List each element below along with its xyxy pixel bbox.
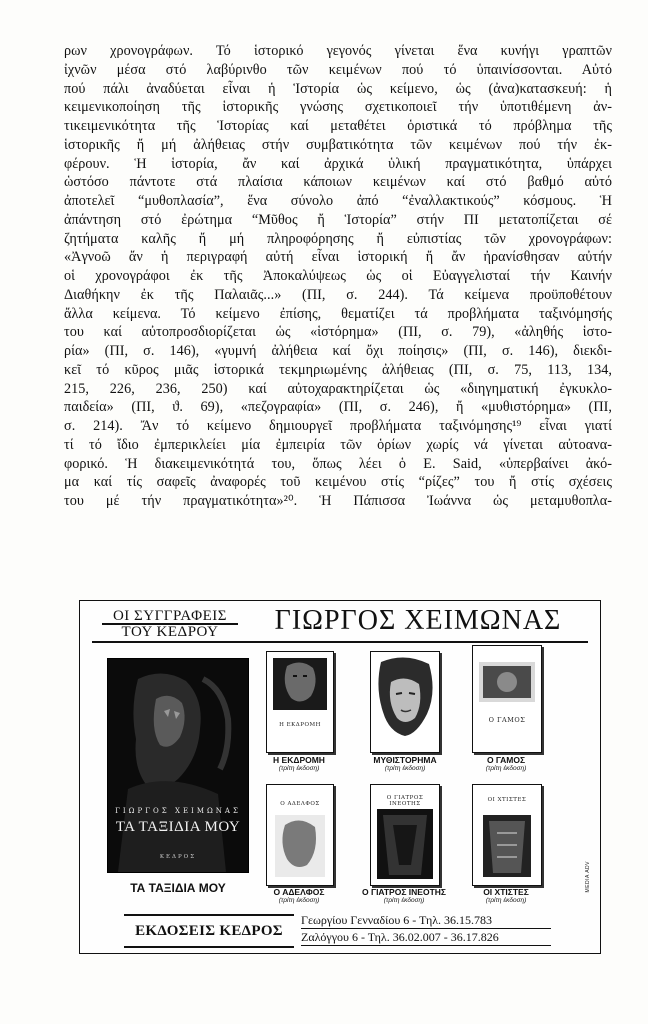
text-line: ἄλλα κείμενα. Τό κείμενο ἐπίσης, θεματίζει τά προβλήματα ταξινόμησής	[64, 305, 612, 322]
publisher-name: ΕΚΔΟΣΕΙΣ ΚΕΔΡΟΣ	[135, 922, 283, 939]
featured-cover-title: ΤΑ ΤΑΞΙΔΙΑ ΜΟΥ	[115, 819, 241, 835]
text-line: φορικό. Ἡ διακειμενικότητά του, ὅπως λέει ὁ E. Said, «ὑπερβαίνει ἀκό-	[64, 455, 612, 472]
text-line: τικειμενικότητα τῆς Ἱστορίας καί μεταθέτει ὁριστικά τό πρόβλημα τῆς	[64, 118, 612, 134]
text-line: ἀπάντηση στό ἐρώτημα “Μῦθος ἤ Ἱστορία” στήν ΠΙ μετατοπίζεται σέ	[64, 211, 612, 228]
book-title: Ο ΓΑΜΟΣ	[486, 755, 526, 765]
text-line: ρων χρονογράφων. Τό ἱστορικό γεγονός γίνεται ἕνα κυνήγι γραπτῶν	[64, 43, 612, 59]
text-line: τί τό ἴδιο ἐμπερικλείει μία ἐμπειρία τῶν ὁρίων χωρίς νά γίνεται αὐτοανα-	[64, 436, 612, 453]
book-cover-text: Ο ΑΔΕΛΦΟΣ	[280, 801, 320, 807]
book-edition: (τρίτη έκδοση)	[485, 765, 527, 772]
book-edition: (τρίτη έκδοση)	[485, 897, 527, 904]
book-title: ΟΙ ΧΤΙΣΤΕΣ	[483, 887, 529, 897]
text-line: κεῖ τό κῦρος μιᾶς ἱστορικά τεκμηριωμένης ἀλήθειας (ΠΙ, σ. 75, 113, 134,	[64, 361, 612, 378]
advertisement	[79, 600, 601, 954]
text-line: φέρουν. Ἡ ἱστορία, ἄν καί ἀρχικά ὑλική πραγματικότητα, ὑπάρχει	[64, 155, 612, 172]
book-edition: (τρίτη έκδοση)	[278, 765, 320, 772]
book-cover-adelfos	[266, 784, 334, 886]
agency-mark: MEDIA ADV	[585, 861, 591, 893]
featured-book-cover	[107, 658, 249, 873]
text-line: πού πάλι ἀναδύεται εἶναι ἡ Ἱστορία ὡς κείμενο, ὡς (ἀνα)κατασκευή: ἡ	[64, 80, 612, 97]
series-line-2: ΤΟΥ ΚΕΔΡΟΥ	[102, 624, 238, 639]
text-line: ἰχνῶν μέσα στό λαβύρινθο τῶν κειμένων πού τό ὑπαινίσσονται. Αὐτό	[64, 61, 612, 78]
address-line-1: Γεωργίου Γενναδίου 6 - Τηλ. 36.15.783	[301, 912, 551, 929]
book-cover-text: Ο ΓΙΑΤΡΟΣ ΙΝΕΟΤΗΣ	[386, 795, 424, 807]
text-line: του μέ τήν πραγματικότητα»²⁰. Ἡ Πάπισσα Ἰωάννα ὡς μεταμυθοπλα-	[64, 493, 612, 509]
book-cover-art	[267, 785, 333, 885]
book-edition: (τρίτη έκδοση)	[278, 897, 320, 904]
publisher-footer	[80, 905, 600, 953]
text-line: ζητήματα καλῆς ἤ μή πληροφόρησης ἤ εὐπιστίας τῶν χρονογράφων:	[64, 230, 612, 247]
text-line: Διαθήκην ἐκ τῆς Παλαιᾶς...» (ΠΙ, σ. 244). Τά κείμενα προϋποθέτουν	[64, 286, 612, 303]
author-name: ΓΙΩΡΓΟΣ ΧΕΙΜΩΝΑΣ	[274, 605, 562, 636]
body-text	[64, 42, 612, 511]
text-line: μα καί τίς σαφεῖς ἀναφορές τοῦ κειμένου στίς “ρίζες” του ἤ στίς σχέσεις	[64, 474, 612, 491]
book-title: Ο ΑΔΕΛΦΟΣ	[273, 887, 325, 897]
series-line-1: ΟΙ ΣΥΓΓΡΑΦΕΙΣ	[102, 609, 238, 624]
book-cover-art	[267, 652, 333, 752]
text-line: κειμενικοποίηση τῆς ἱστορικῆς γνώσης σχετικοποιεῖ τήν ὑποτιθέμενη ἀν-	[64, 99, 612, 116]
book-cover-mythistorima	[370, 651, 440, 753]
book-edition: (τρίτη έκδοση)	[384, 765, 426, 772]
text-line: σ. 214). Ἄν τό κείμενο δημιουργεῖ προβλήματα ταξινόμησης¹⁹ εἶναι γιατί	[64, 418, 612, 434]
book-cover-xtistes	[472, 784, 542, 886]
series-label	[102, 609, 238, 639]
book-cover-art	[473, 646, 541, 752]
header-rule	[92, 641, 588, 643]
book-cover-gamos	[472, 645, 542, 753]
text-line: οἱ χρονογράφοι ἐκ τῆς Ἀποκαλύψεως ὡς οἱ Εὐαγγελισταί τήν Καινήν	[64, 268, 612, 284]
featured-cover-art	[108, 659, 248, 872]
book-cover-text: Ο ΓΑΜΟΣ	[488, 716, 526, 724]
book-title: Ο ΓΙΑΤΡΟΣ ΙΝΕΟΤΗΣ	[361, 887, 447, 897]
featured-cover-publisher: ΚΕΔΡΟΣ	[159, 854, 197, 860]
book-edition: (τρίτη έκδοση)	[383, 897, 425, 904]
text-line: «Ἀγνοῶ ἄν ἡ περιγραφή αὐτή εἶναι ἱστορική ἤ ἄν ἠρανίσθησαν αὐτήν	[64, 249, 612, 266]
text-line: ἀποτελεῖ “μυθοπλασία”, ἕνα σύνολο ἀπό “ἐναλλακτικούς” κόσμους. Ἡ	[64, 193, 612, 209]
address-line-2: Ζαλόγγου 6 - Τηλ. 36.02.007 - 36.17.826	[301, 929, 551, 946]
book-cover-giatros	[370, 784, 440, 886]
book-title: ΜΥΘΙΣΤΟΡΗΜΑ	[373, 755, 437, 765]
text-line: ρία» (ΠΙ, σ. 146), «γυμνή ἀλήθεια καί ὄχι ποίησις» (ΠΙ, σ. 146), διεκδι-	[64, 343, 612, 359]
book-cover-text: ΟΙ ΧΤΙΣΤΕΣ	[487, 797, 527, 803]
text-line: ὡστόσο πάντοτε στά πλαίσια κάποιων κειμένων καί στό βαθμό αὐτό	[64, 174, 612, 191]
text-line: του καί αὐτοπροσδιορίζεται ὡς «ἱστόρημα» (ΠΙ, σ. 79), «ἀληθής ἱστο-	[64, 324, 612, 341]
publisher-address	[301, 912, 551, 946]
book-title: Η ΕΚΔΡΟΜΗ	[273, 755, 325, 765]
publisher-box	[124, 914, 294, 948]
featured-cover-author: ΓΙΩΡΓΟΣ ΧΕΙΜΩΝΑΣ	[115, 807, 241, 815]
text-line: παιδεία» (ΠΙ, ϑ. 69), «πεζογραφία» (ΠΙ, σ. 246), ἤ «μυθιστόρημα» (ΠΙ,	[64, 399, 612, 416]
ad-header	[80, 601, 600, 645]
featured-book-caption: ΤΑ ΤΑΞΙΔΙΑ ΜΟΥ	[130, 881, 226, 895]
book-cover-text: Η ΕΚΔΡΟΜΗ	[279, 722, 321, 728]
book-cover-art	[371, 652, 439, 752]
text-line: ἱστορικῆς ἤ μή ἀλήθειας στήν συμβατικότητα τῶν κειμένων πού τήν ἐκ-	[64, 136, 612, 153]
text-line: 215, 226, 236, 250) καί αὐτοχαρακτηρίζεται ὡς «διηγηματική ἐγκυκλο-	[64, 380, 612, 397]
book-cover-ekdromi	[266, 651, 334, 753]
